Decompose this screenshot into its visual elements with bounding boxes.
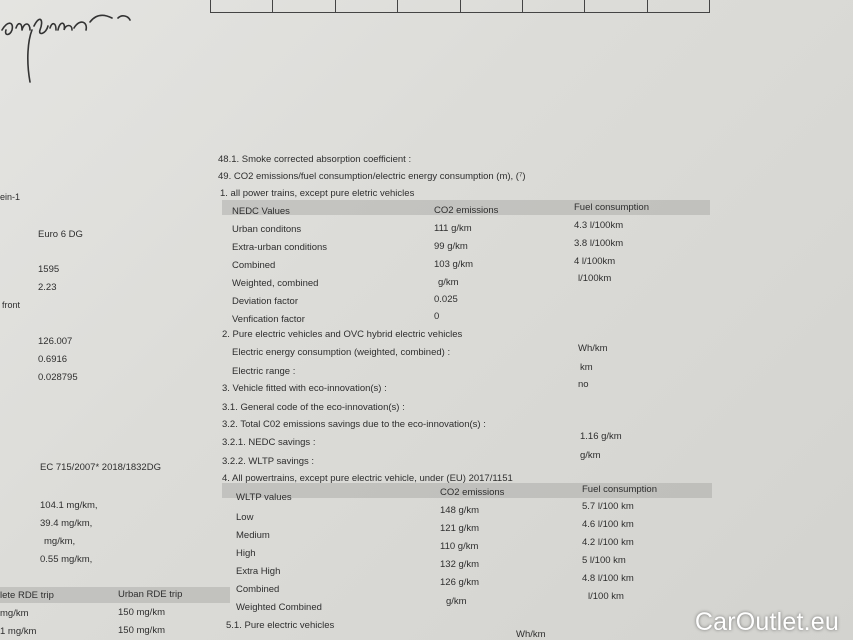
field-value: 1.16 g/km [580, 431, 622, 442]
field-value: g/km [580, 450, 601, 461]
rde-value: 1 mg/km [0, 626, 37, 637]
nedc-row-co2: 0 [434, 311, 440, 322]
wltp-row-name: Low [236, 512, 254, 523]
left-value: mg/km, [44, 536, 76, 547]
wltp-header-fuel: Fuel consumption [582, 484, 657, 495]
left-value: 39.4 mg/km, [40, 518, 93, 529]
nedc-row-co2: 99 g/km [434, 241, 468, 252]
wltp-row-name: Weighted Combined [236, 602, 322, 613]
wltp-row-co2: g/km [446, 596, 467, 607]
section-heading: 4. All powertrains, except pure electric vehicle, under (EU) 2017/1151 [222, 473, 513, 484]
wltp-row-fuel: 5 l/100 km [582, 555, 626, 566]
left-value: 126.007 [38, 336, 73, 347]
section-heading: 1. all power trains, except pure eletric vehicles [220, 188, 415, 199]
left-label: ein-1 [0, 192, 21, 202]
nedc-row-fuel: 4 l/100km [574, 256, 616, 267]
nedc-row-co2: 0.025 [434, 294, 458, 305]
field-label: Electric energy consumption (weighted, combined) : [232, 347, 451, 358]
section-heading: 3.1. General code of the eco-innovation(s) : [222, 402, 405, 413]
nedc-row-name: Urban conditons [232, 224, 302, 235]
nedc-row-name: Venfication factor [232, 314, 305, 325]
nedc-row-name: Extra-urban conditions [232, 242, 328, 253]
nedc-row-fuel: 3.8 l/100km [574, 238, 624, 249]
field-value: km [580, 362, 593, 373]
wltp-row-co2: 110 g/km [440, 541, 479, 552]
wltp-row-co2: 132 g/km [440, 559, 480, 570]
wltp-row-name: Medium [236, 530, 270, 541]
rde-header: Urban RDE trip [118, 589, 183, 600]
nedc-row-name: Weighted, combined [232, 278, 319, 289]
field-value: Wh/km [578, 343, 608, 354]
wltp-row-fuel: 5.7 l/100 km [582, 501, 634, 512]
nedc-row-fuel: 4.3 l/100km [574, 220, 624, 231]
section-heading: 3. Vehicle fitted with eco-innovation(s) : [222, 383, 387, 394]
nedc-header-co2: CO2 emissions [434, 205, 499, 216]
wltp-row-fuel: 4.6 l/100 km [582, 519, 634, 530]
left-value: 2.23 [38, 282, 57, 293]
section-heading: 5.1. Pure electric vehicles [226, 620, 335, 631]
section-heading: 2. Pure electric vehicles and OVC hybrid electric vehicles [222, 329, 463, 340]
section-heading: 48.1. Smoke corrected absorption coefficient : [218, 154, 412, 165]
nedc-row-co2: g/km [438, 277, 459, 288]
wltp-header-name: WLTP values [236, 492, 292, 503]
nedc-row-co2: 103 g/km [434, 259, 474, 270]
wltp-row-name: High [236, 548, 256, 559]
wltp-header-co2: CO2 emissions [440, 487, 505, 498]
wltp-row-co2: 148 g/km [440, 505, 480, 516]
nedc-header-fuel: Fuel consumption [574, 202, 649, 213]
left-value: 0.6916 [38, 354, 68, 365]
nedc-row-co2: 111 g/km [434, 223, 472, 234]
wltp-row-fuel: l/100 km [588, 591, 624, 602]
left-label: front [2, 300, 21, 310]
field-label: Electric range : [232, 366, 296, 377]
wltp-row-fuel: 4.2 l/100 km [582, 537, 634, 548]
rde-value: 150 mg/km [118, 607, 165, 618]
nedc-header-name: NEDC Values [232, 206, 290, 217]
field-value: Wh/km [516, 629, 546, 640]
nedc-row-name: Deviation factor [232, 296, 299, 307]
wltp-row-co2: 121 g/km [440, 523, 480, 534]
field-value: no [578, 379, 589, 390]
wltp-row-fuel: 4.8 l/100 km [582, 573, 634, 584]
watermark-logo: CarOutlet.eu [694, 608, 839, 636]
handwritten-signature [0, 0, 140, 90]
left-value: 104.1 mg/km, [40, 500, 98, 511]
section-heading: 3.2.2. WLTP savings : [222, 456, 315, 467]
left-value: EC 715/2007* 2018/1832DG [40, 462, 161, 473]
left-value: 1595 [38, 264, 60, 275]
rde-header: lete RDE trip [0, 590, 54, 601]
section-heading: 3.2.1. NEDC savings : [222, 437, 316, 448]
wltp-row-name: Extra High [236, 566, 281, 577]
left-value: 0.028795 [38, 372, 78, 383]
left-value: 0.55 mg/km, [40, 554, 93, 565]
top-table-grid [210, 0, 710, 13]
section-heading: 49. CO2 emissions/fuel consumption/electric energy consumption (m), (⁷) [218, 171, 526, 182]
section-heading: 3.2. Total C02 emissions savings due to the eco-innovation(s) : [222, 419, 486, 430]
left-value: Euro 6 DG [38, 229, 83, 240]
rde-value: mg/km [0, 608, 29, 619]
wltp-row-name: Combined [236, 584, 280, 595]
wltp-row-co2: 126 g/km [440, 577, 480, 588]
rde-value: 150 mg/km [118, 625, 165, 636]
nedc-row-name: Combined [232, 260, 276, 271]
nedc-row-fuel: l/100km [578, 273, 612, 284]
